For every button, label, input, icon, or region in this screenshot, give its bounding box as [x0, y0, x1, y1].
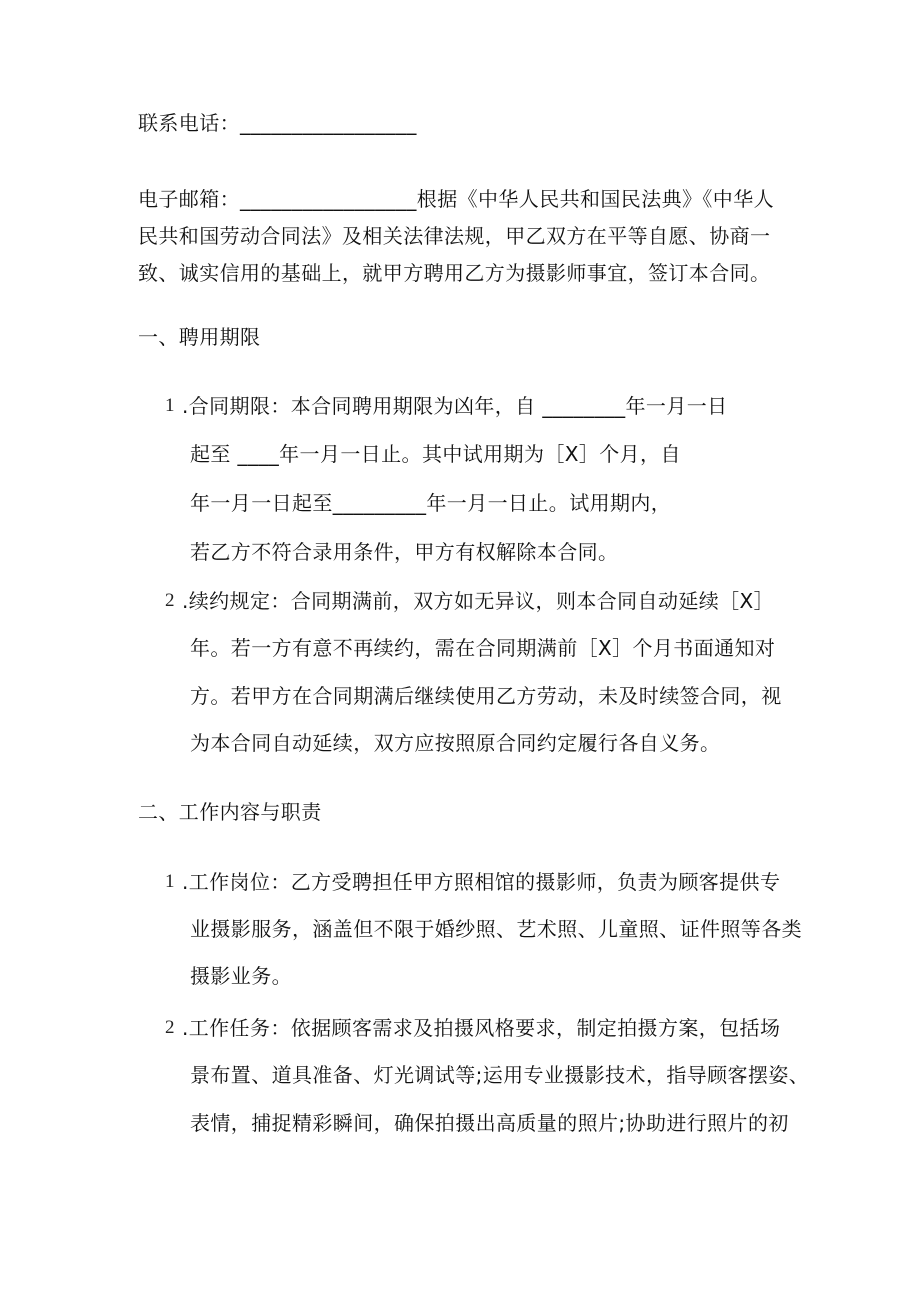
clause-line: 方。若甲方在合同期满后继续使用乙方劳动，未及时续签合同，视: [190, 684, 782, 708]
item-number: 2: [165, 590, 175, 611]
clause-line: 摄影业务。: [190, 964, 292, 988]
clause-line: .续约规定：合同期满前，双方如无异议，则本合同自动延续［X］: [182, 589, 775, 613]
clause-line: 景布置、道具准备、灯光调试等;运用专业摄影技术，指导顾客摆姿、: [190, 1063, 810, 1087]
clause-line: 起至 ____年一月一日止。其中试用期为［X］个月，自: [190, 442, 681, 466]
clause-line: 为本合同自动延续，双方应按照原合同约定履行各自义务。: [190, 731, 721, 755]
section-heading: 一、聘用期限: [138, 325, 261, 349]
clause-line: 业摄影服务，涵盖但不限于婚纱照、艺术照、儿童照、证件照等各类: [190, 917, 802, 941]
item-number: 2: [165, 1017, 175, 1038]
clause-line: 表情，捕捉精彩瞬间，确保拍摄出高质量的照片;协助进行照片的初: [190, 1111, 789, 1135]
clause-line: 年。若一方有意不再续约，需在合同期满前［X］个月书面通知对: [190, 636, 776, 660]
item-number: 1: [165, 395, 175, 416]
clause-line: .工作岗位：乙方受聘担任甲方照相馆的摄影师，负责为顾客提供专: [182, 870, 781, 894]
clause-line: .工作任务：依据顾客需求及拍摄风格要求，制定拍摄方案，包括场: [182, 1016, 781, 1040]
section-heading: 二、工作内容与职责: [138, 800, 322, 824]
clause-line: .合同期限：本合同聘用期限为凶年，自 ________年一月一日: [182, 394, 728, 418]
email-preamble-line: 电子邮箱：_________________根据《中华人民共和国民法典》《中华人: [138, 187, 774, 211]
clause-line: 若乙方不符合录用条件，甲方有权解除本合同。: [190, 540, 619, 564]
clause-line: 年一月一日起至_________年一月一日止。试用期内，: [190, 491, 672, 515]
preamble-line: 致、诚实信用的基础上，就甲方聘用乙方为摄影师事宜，签订本合同。: [138, 261, 771, 285]
phone-line: 联系电话：_________________: [138, 111, 417, 135]
preamble-line: 民共和国劳动合同法》及相关法律法规，甲乙双方在平等自愿、协商一: [138, 224, 771, 248]
item-number: 1: [165, 871, 175, 892]
